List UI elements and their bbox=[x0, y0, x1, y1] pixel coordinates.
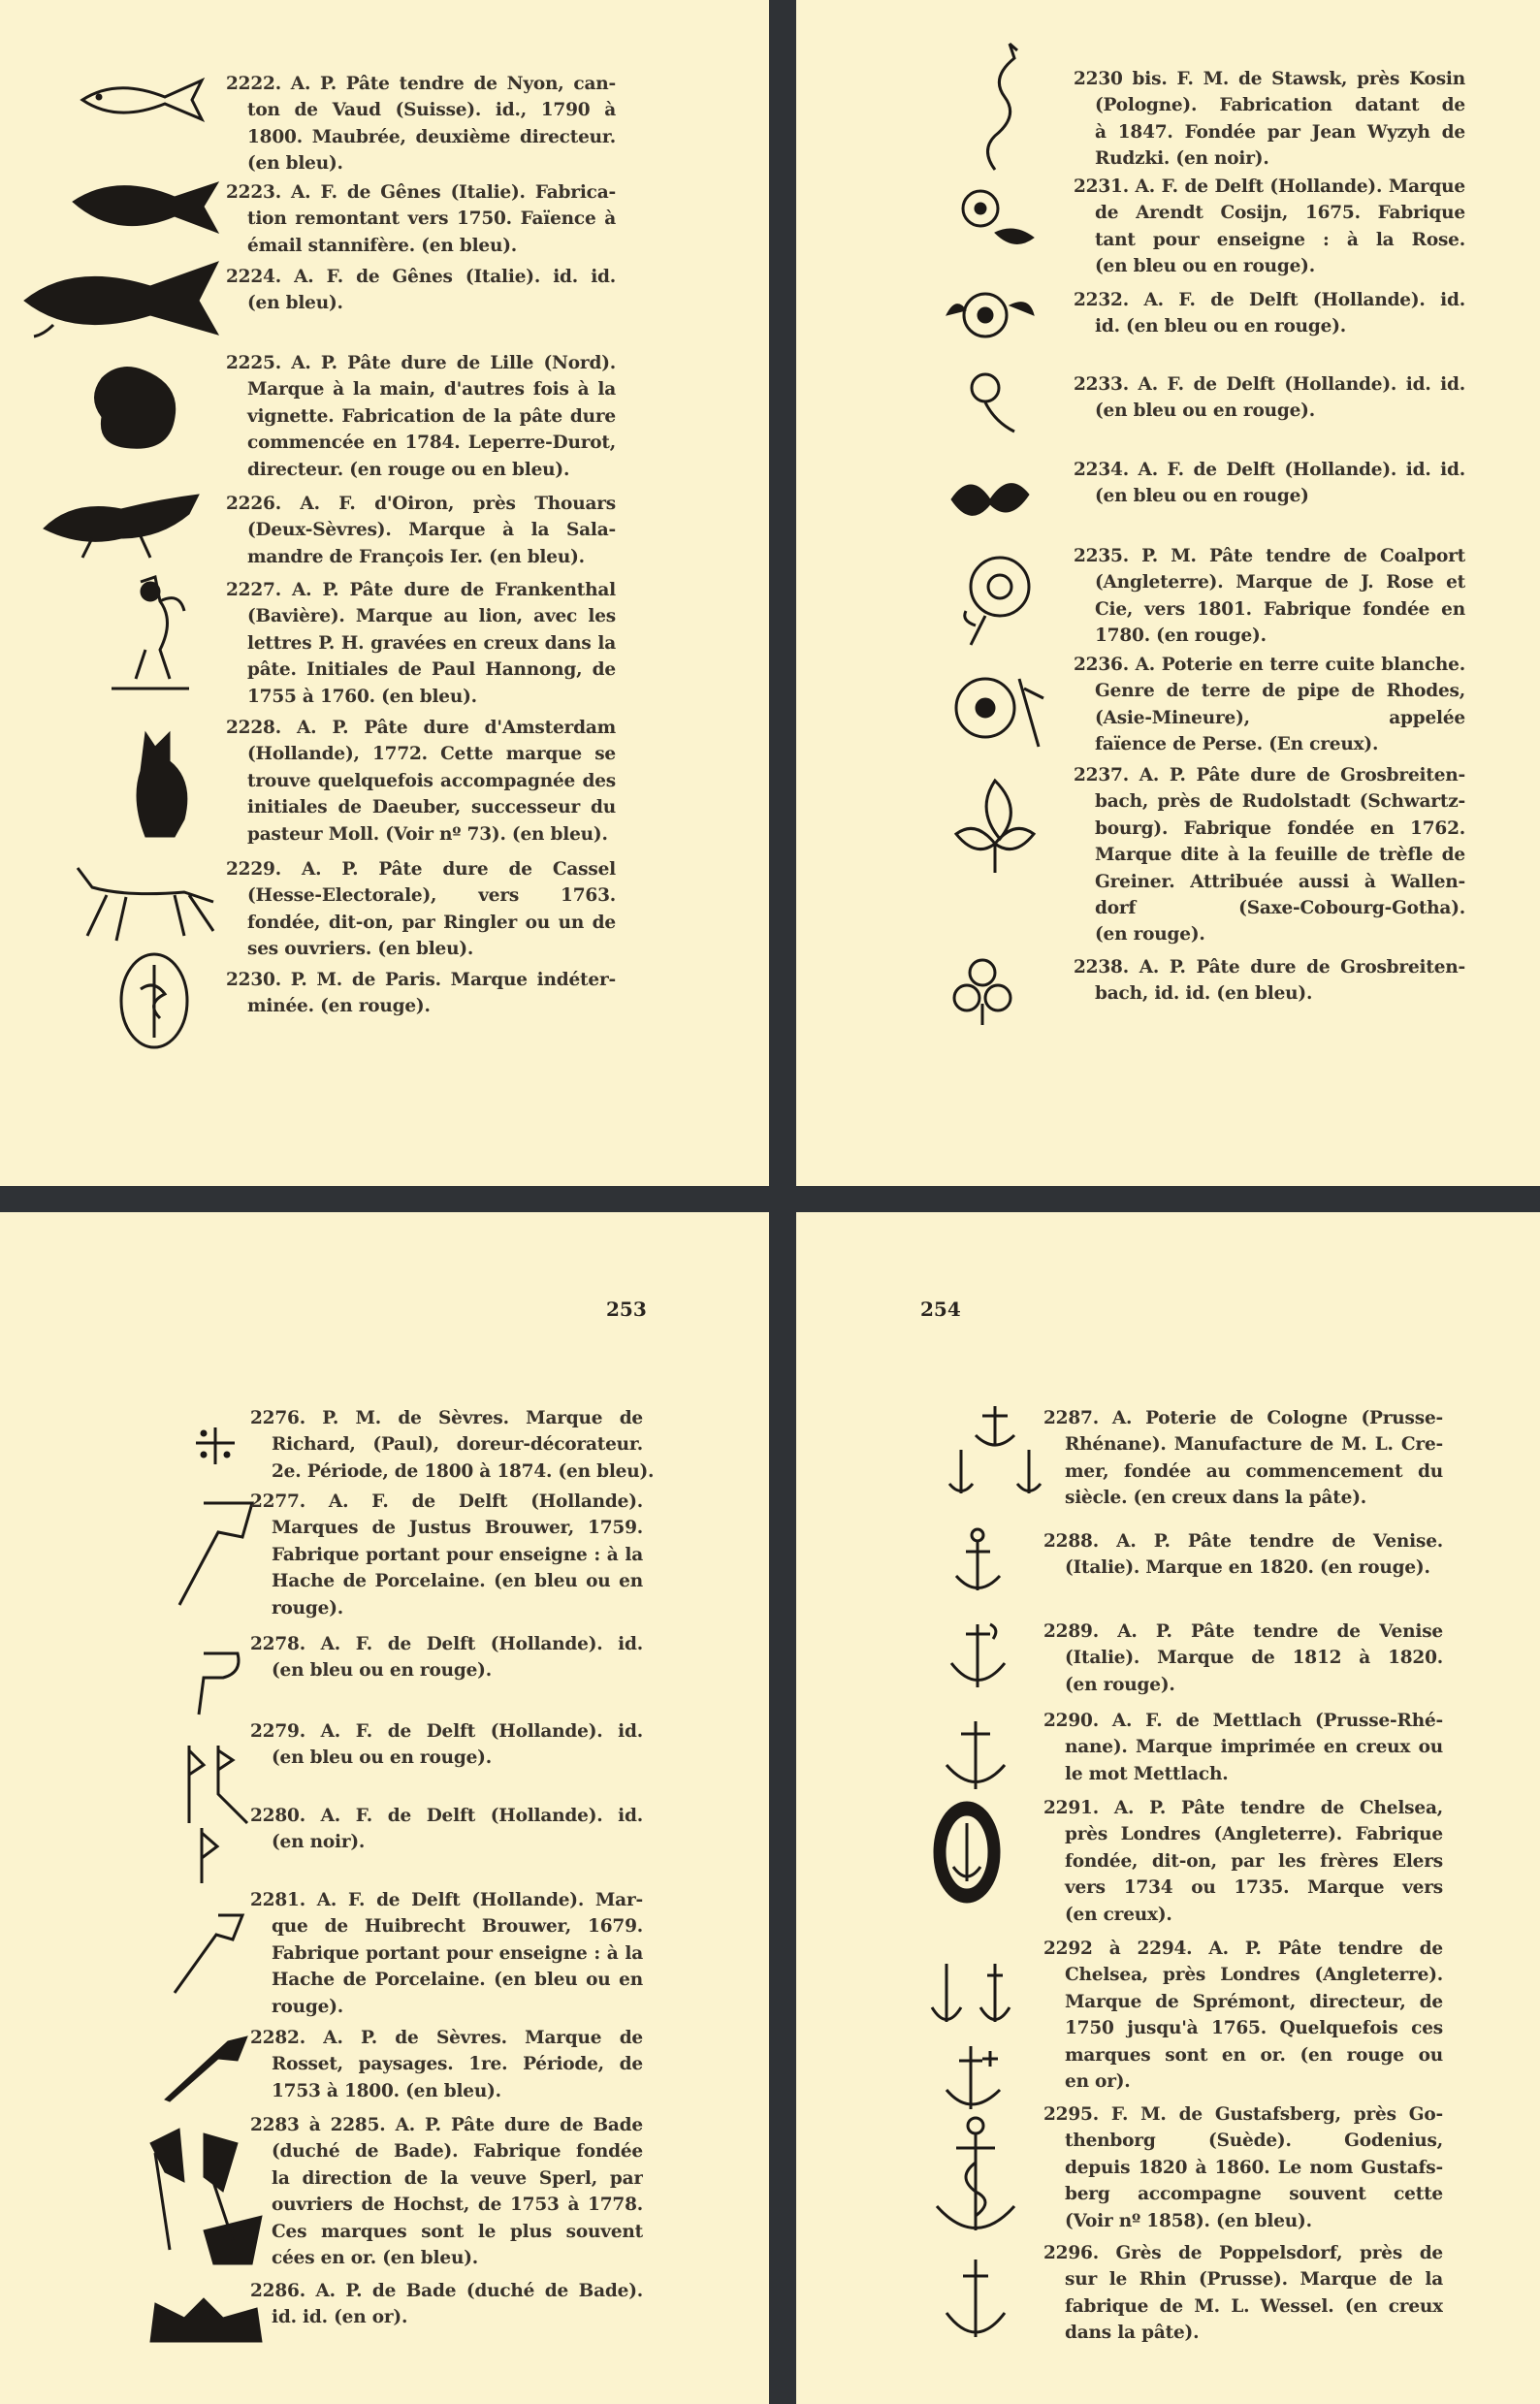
entry-text-line: le mot Mettlach. bbox=[1065, 1763, 1229, 1784]
entry-text-line: 1800. Maubrée, deuxième directeur. bbox=[247, 126, 616, 147]
catalog-entry-2236 bbox=[1074, 652, 1465, 758]
entry-text-line: vers 1734 ou 1735. Marque vers bbox=[1065, 1877, 1443, 1899]
entry-text-line: en or). bbox=[1065, 2070, 1131, 2092]
entry-text-line: près Londres (Angleterre). Fabrique bbox=[1065, 1824, 1443, 1845]
catalog-entry-2280 bbox=[250, 1803, 643, 1856]
fish-mark-icon bbox=[78, 73, 209, 126]
entry-text-line: de Arendt Cosijn, 1675. Fabrique bbox=[1095, 203, 1465, 224]
anchor-mark-icon bbox=[946, 1619, 1010, 1692]
rose-sprig-mark-icon bbox=[956, 364, 1034, 441]
catalog-entry-2290 bbox=[1043, 1708, 1443, 1787]
entry-text-line: minée. (en rouge). bbox=[247, 996, 431, 1017]
catalog-entry-2295 bbox=[1043, 2101, 1443, 2234]
entry-text-line: 2236. A. Poterie en terre cuite blanche. bbox=[1074, 655, 1465, 675]
catalog-entry-2278 bbox=[250, 1631, 643, 1684]
catalog-entry-2281 bbox=[250, 1887, 643, 2020]
entry-text-line: Rhénane). Manufacture de M. L. Cre- bbox=[1065, 1434, 1443, 1456]
oval-anchor-mark-icon bbox=[932, 1799, 1002, 1906]
entry-text-line: (en bleu ou en rouge). bbox=[272, 1747, 492, 1769]
entry-text-line: id. id. (en or). bbox=[272, 2307, 408, 2328]
entry-text-line: pâte. Initiales de Paul Hannong, de bbox=[247, 659, 616, 681]
catalog-entry-2288 bbox=[1043, 1528, 1443, 1582]
entry-text-line: directeur. (en rouge ou en bleu). bbox=[247, 459, 570, 480]
catalog-entry-2234 bbox=[1074, 457, 1465, 510]
entry-text-line: émail stannifère. (en bleu). bbox=[247, 235, 518, 256]
entry-text-line: bach, id. id. (en bleu). bbox=[1095, 983, 1313, 1005]
entry-text-line: (en rouge). bbox=[1095, 924, 1205, 946]
catalog-entry-2224 bbox=[226, 264, 616, 317]
catalog-entry-2286 bbox=[250, 2278, 643, 2331]
entry-text-line: fabrique de M. L. Wessel. (en creux bbox=[1065, 2295, 1443, 2317]
rampant-lion-mark-icon bbox=[102, 572, 194, 698]
entry-text-line: la direction de la veuve Sperl, par bbox=[272, 2167, 643, 2189]
catalog-entry-2231 bbox=[1074, 174, 1465, 280]
oval-monogram-mark-icon bbox=[116, 950, 192, 1052]
entry-text-line: ton de Vaud (Suisse). id., 1790 à bbox=[247, 100, 616, 121]
entry-text-line: 2229. A. P. Pâte dure de Cassel bbox=[226, 859, 616, 880]
entry-text-line: Richard, (Paul), doreur-décorateur. bbox=[272, 1434, 643, 1456]
entry-text-line: tion remontant vers 1750. Faïence à bbox=[247, 208, 616, 230]
bade-crown-mark-icon bbox=[145, 2293, 267, 2347]
entry-text-line: 2279. A. F. de Delft (Hollande). id. bbox=[250, 1721, 643, 1742]
entry-text-line: rouge). bbox=[272, 1996, 344, 2017]
entry-text-line: Rosset, paysages. 1re. Période, de bbox=[272, 2054, 643, 2075]
catalog-entry-2235 bbox=[1074, 543, 1465, 650]
entry-text-line: 2234. A. F. de Delft (Hollande). id. id. bbox=[1074, 460, 1465, 480]
large-fish-mark-icon bbox=[15, 257, 228, 339]
catalog-entry-2223 bbox=[226, 179, 616, 259]
entry-text-line: mandre de François Ier. (en bleu). bbox=[247, 546, 585, 567]
leaf-mark-icon bbox=[946, 771, 1043, 878]
entry-text-line: 2291. A. P. Pâte tendre de Chelsea, bbox=[1043, 1798, 1443, 1818]
catalog-entry-2289 bbox=[1043, 1619, 1443, 1698]
catalog-entry-2237 bbox=[1074, 762, 1465, 948]
entry-text-line: 1753 à 1800. (en bleu). bbox=[272, 2080, 501, 2101]
serpent-mark-icon bbox=[971, 39, 1024, 175]
axe-pair-mark-icon bbox=[179, 1736, 252, 1828]
entry-text-line: 2289. A. P. Pâte tendre de Venise bbox=[1043, 1621, 1443, 1642]
entry-text-line: Fabrique portant pour enseigne : à la bbox=[272, 1942, 643, 1964]
entry-text-line: trouve quelquefois accompagnée des bbox=[247, 770, 616, 791]
catalog-entry-2296 bbox=[1043, 2240, 1443, 2347]
entry-text-line: faïence de Perse. (En creux). bbox=[1095, 734, 1379, 755]
entry-text-line: Fabrique portant pour enseigne : à la bbox=[272, 1544, 643, 1565]
entry-text-line: 2232. A. F. de Delft (Hollande). id. bbox=[1074, 290, 1465, 310]
entry-text-line: fondée, dit-on, par les frères Elers bbox=[1065, 1850, 1443, 1872]
entry-text-line: 2e. Période, de 1800 à 1874. (en bleu). bbox=[272, 1460, 655, 1482]
entry-text-line: (en bleu ou en rouge). bbox=[1095, 256, 1315, 277]
entry-text-line: fondée, dit-on, par Ringler ou un de bbox=[247, 912, 616, 933]
entry-text-line: (Hesse-Electorale), vers 1763. bbox=[247, 885, 616, 907]
anchor-mark-icon bbox=[951, 1527, 1005, 1595]
catalog-entry-2282 bbox=[250, 2025, 643, 2104]
entry-text-line: Hache de Porcelaine. (en bleu ou en bbox=[272, 1970, 643, 1991]
entry-text-line: bourg). Fabrique fondée en 1762. bbox=[1095, 817, 1465, 839]
hatchet-mark-icon bbox=[160, 2032, 252, 2104]
entry-text-line: (en bleu). bbox=[247, 293, 343, 314]
page-253 bbox=[0, 1212, 769, 2404]
entry-text-line: (Italie). Marque en 1820. (en rouge). bbox=[1065, 1557, 1430, 1579]
entry-text-line: 2237. A. P. Pâte dure de Grosbreiten- bbox=[1074, 765, 1465, 785]
anchor-mark-icon bbox=[942, 1401, 1048, 1498]
entry-text-line: Genre de terre de pipe de Rhodes, bbox=[1095, 681, 1465, 702]
entry-text-line: 2226. A. F. d'Oiron, près Thouars bbox=[226, 494, 616, 514]
catalog-entry-2222 bbox=[226, 71, 616, 177]
gustafsberg-anchor-mark-icon bbox=[932, 2114, 1019, 2240]
catalog-entry-2227 bbox=[226, 577, 616, 710]
rose-mark-icon bbox=[946, 175, 1039, 262]
entry-text-line: thenborg (Suède). Godenius, bbox=[1065, 2131, 1443, 2152]
trefoil-mark-icon bbox=[951, 955, 1014, 1028]
entry-text-line: dans la pâte). bbox=[1065, 2323, 1200, 2344]
salamander-mark-icon bbox=[34, 480, 209, 562]
fish-mark-icon bbox=[68, 173, 223, 240]
entry-text-line: (en noir). bbox=[272, 1832, 366, 1853]
entry-text-line: Rudzki. (en noir). bbox=[1095, 148, 1269, 170]
entry-text-line: (en bleu ou en rouge). bbox=[272, 1660, 492, 1682]
entry-text-line: (en rouge). bbox=[1065, 1674, 1175, 1695]
entry-text-line: (Pologne). Fabrication datant de bbox=[1095, 95, 1465, 116]
entry-text-line: Marque de Sprémont, directeur, de bbox=[1065, 1991, 1443, 2012]
entry-text-line: 2223. A. F. de Gênes (Italie). Fabrica- bbox=[226, 182, 616, 203]
entry-text-line: 2276. P. M. de Sèvres. Marque de bbox=[250, 1408, 643, 1428]
entry-text-line: (Italie). Marque de 1812 à 1820. bbox=[1065, 1648, 1443, 1669]
entry-text-line: 2283 à 2285. A. P. Pâte dure de Bade bbox=[250, 2115, 643, 2135]
entry-text-line: que de Huibrecht Brouwer, 1679. bbox=[272, 1916, 643, 1938]
entry-text-line: 1750 jusqu'à 1765. Quelquefois ces bbox=[1065, 2018, 1443, 2039]
catalog-entry-2232 bbox=[1074, 287, 1465, 340]
entry-text-line: mer, fondée au commencement du bbox=[1065, 1460, 1443, 1482]
entry-text-line: lettres P. H. gravées en creux dans la bbox=[247, 632, 616, 654]
entry-text-line: depuis 1820 à 1860. Le nom Gustafs- bbox=[1065, 2157, 1443, 2178]
entry-text-line: 2225. A. P. Pâte dure de Lille (Nord). bbox=[226, 353, 616, 373]
catalog-entry-2287 bbox=[1043, 1405, 1443, 1512]
entry-text-line: siècle. (en creux dans la pâte). bbox=[1065, 1488, 1366, 1509]
entry-text-line: 2230 bis. F. M. de Stawsk, près Kosin bbox=[1074, 69, 1465, 89]
entry-text-line: (Voir nº 1858). (en bleu). bbox=[1065, 2210, 1312, 2231]
catalog-entry-2230 bbox=[226, 967, 616, 1020]
axe-mark-icon bbox=[165, 1498, 257, 1610]
entry-text-line: 2231. A. F. de Delft (Hollande). Marque bbox=[1074, 176, 1465, 197]
catalog-entry-2230-bis bbox=[1074, 66, 1465, 173]
catalog-entry-2277 bbox=[250, 1489, 643, 1621]
entry-text-line: sur le Rhin (Prusse). Marque de la bbox=[1065, 2269, 1443, 2291]
catalog-entry-2225 bbox=[226, 350, 616, 483]
anchor-mark-icon bbox=[942, 1716, 1010, 1794]
entry-text-line: (en bleu ou en rouge). bbox=[1095, 401, 1315, 422]
entry-text-line: ouvriers de Hochst, de 1753 à 1778. bbox=[272, 2195, 643, 2216]
entry-text-line: 2278. A. F. de Delft (Hollande). id. bbox=[250, 1634, 643, 1654]
entry-text-line: 2292 à 2294. A. P. Pâte tendre de bbox=[1043, 1939, 1443, 1959]
entry-text-line: 2296. Grès de Poppelsdorf, près de bbox=[1043, 2243, 1443, 2263]
anchor-mark-icon bbox=[942, 2041, 1010, 2114]
catalog-entry-2292-à-2294 bbox=[1043, 1936, 1443, 2095]
entry-text-line: (Deux-Sèvres). Marque à la Sala- bbox=[247, 520, 616, 541]
page-top-left bbox=[0, 0, 769, 1186]
catalog-entry-2238 bbox=[1074, 954, 1465, 1008]
entry-text-line: 2288. A. P. Pâte tendre de Venise. bbox=[1043, 1531, 1443, 1552]
entry-text-line: 2235. P. M. Pâte tendre de Coalport bbox=[1074, 546, 1465, 566]
anchor-mark-icon bbox=[942, 2255, 1010, 2342]
entry-text-line: 2233. A. F. de Delft (Hollande). id. id. bbox=[1074, 374, 1465, 395]
catalog-entry-2279 bbox=[250, 1718, 643, 1772]
entry-text-line: 2224. A. F. de Gênes (Italie). id. id. bbox=[226, 267, 616, 287]
entry-text-line: 2230. P. M. de Paris. Marque indéter- bbox=[226, 970, 616, 990]
catalog-entry-2229 bbox=[226, 856, 616, 963]
entry-text-line: 2281. A. F. de Delft (Hollande). Mar- bbox=[250, 1890, 643, 1910]
entry-text-line: (en bleu). bbox=[247, 153, 343, 175]
entry-text-line: (Angleterre). Marque de J. Rose et bbox=[1095, 572, 1465, 593]
entry-text-line: 2282. A. P. de Sèvres. Marque de bbox=[250, 2028, 643, 2048]
entry-text-line: berg accompagne souvent cette bbox=[1065, 2184, 1443, 2205]
catalog-entry-2283-à-2285 bbox=[250, 2112, 643, 2271]
catalog-entry-2226 bbox=[226, 491, 616, 570]
entry-text-line: bach, près de Rudolstadt (Schwartz- bbox=[1095, 791, 1465, 813]
axe-mark-icon bbox=[194, 1823, 223, 1886]
entry-text-line: 2295. F. M. de Gustafsberg, près Go- bbox=[1043, 2104, 1443, 2125]
entry-text-line: pasteur Moll. (Voir nº 73). (en bleu). bbox=[247, 823, 608, 845]
rose-mark-icon bbox=[942, 276, 1039, 359]
entry-text-line: Greiner. Attribuée aussi à Wallen- bbox=[1095, 871, 1465, 892]
page-number: 253 bbox=[606, 1298, 647, 1321]
entry-text-line: 2228. A. P. Pâte dure d'Amsterdam bbox=[226, 718, 616, 738]
entry-text-line: (Hollande), 1772. Cette marque se bbox=[247, 744, 616, 765]
entry-text-line: Hache de Porcelaine. (en bleu ou en bbox=[272, 1571, 643, 1592]
entry-text-line: 2227. A. P. Pâte dure de Frankenthal bbox=[226, 580, 616, 600]
catalog-entry-2228 bbox=[226, 715, 616, 848]
flower-mark-icon bbox=[956, 548, 1043, 650]
entry-text-line: Marque dite à la feuille de trèfle de bbox=[1095, 845, 1465, 866]
page-top-right bbox=[796, 0, 1540, 1186]
entry-text-line: (en creux). bbox=[1065, 1904, 1172, 1925]
entry-text-line: à 1847. Fondée par Jean Wyzyh de bbox=[1095, 121, 1465, 143]
entry-text-line: 2280. A. F. de Delft (Hollande). id. bbox=[250, 1806, 643, 1826]
cat-mark-icon bbox=[116, 722, 204, 839]
entry-text-line: tant pour enseigne : à la Rose. bbox=[1095, 229, 1465, 250]
entry-text-line: Cie, vers 1801. Fabrique fondée en bbox=[1095, 598, 1465, 620]
deer-mark-icon bbox=[68, 858, 223, 946]
axe-mark-icon bbox=[170, 1910, 247, 1998]
entry-text-line: (duché de Bade). Fabrique fondée bbox=[272, 2141, 643, 2163]
entry-text-line: Marque à la main, d'autres fois à la bbox=[247, 379, 616, 401]
entry-text-line: id. (en bleu ou en rouge). bbox=[1095, 316, 1347, 337]
creature-mark-icon bbox=[82, 359, 194, 456]
entry-text-line: ses ouvriers. (en bleu). bbox=[247, 939, 474, 960]
entry-text-line: 2238. A. P. Pâte dure de Grosbreiten- bbox=[1074, 957, 1465, 978]
entry-text-line: dorf (Saxe-Cobourg-Gotha). bbox=[1095, 897, 1465, 918]
entry-text-line: 1755 à 1760. (en bleu). bbox=[247, 686, 477, 707]
catalog-entry-2291 bbox=[1043, 1795, 1443, 1928]
entry-text-line: marques sont en or. (en rouge ou bbox=[1065, 2044, 1443, 2066]
entry-text-line: vignette. Fabrication de la pâte dure bbox=[247, 405, 616, 427]
entry-text-line: nane). Marque imprimée en creux ou bbox=[1065, 1737, 1443, 1758]
bade-flags-mark-icon bbox=[145, 2124, 267, 2269]
entry-text-line: 2287. A. Poterie de Cologne (Prusse- bbox=[1043, 1408, 1443, 1428]
flower-mark-icon bbox=[942, 659, 1048, 761]
entry-text-line: (en bleu ou en rouge) bbox=[1095, 486, 1309, 507]
entry-text-line: 2286. A. P. de Bade (duché de Bade). bbox=[250, 2281, 643, 2301]
leaf-sprig-mark-icon bbox=[942, 465, 1039, 533]
entry-text-line: 1780. (en rouge). bbox=[1095, 625, 1267, 647]
entry-text-line: 2290. A. F. de Mettlach (Prusse-Rhé- bbox=[1043, 1711, 1443, 1731]
entry-text-line: initiales de Daeuber, successeur du bbox=[247, 797, 616, 818]
entry-text-line: 2222. A. P. Pâte tendre de Nyon, can- bbox=[226, 74, 616, 94]
entry-text-line: cées en or. (en bleu). bbox=[272, 2247, 478, 2268]
entry-text-line: (Bavière). Marque au lion, avec les bbox=[247, 606, 616, 627]
page-254 bbox=[796, 1212, 1540, 2404]
entry-text-line: rouge). bbox=[272, 1597, 344, 1619]
entry-text-line: Marques de Justus Brouwer, 1759. bbox=[272, 1518, 643, 1539]
anchor-pair-mark-icon bbox=[922, 1954, 1019, 2032]
entry-text-line: Ces marques sont le plus souvent bbox=[272, 2221, 643, 2242]
catalog-entry-2276 bbox=[250, 1405, 655, 1485]
entry-text-line: (Asie-Mineure), appelée bbox=[1095, 707, 1465, 728]
axe-mark-icon bbox=[189, 1649, 247, 1718]
entry-text-line: commencée en 1784. Leperre-Durot, bbox=[247, 433, 616, 454]
sevres-cross-mark-icon bbox=[194, 1426, 238, 1466]
entry-text-line: 2277. A. F. de Delft (Hollande). bbox=[250, 1491, 643, 1512]
page-number: 254 bbox=[920, 1298, 961, 1321]
catalog-entry-2233 bbox=[1074, 371, 1465, 425]
entry-text-line: Chelsea, près Londres (Angleterre). bbox=[1065, 1965, 1443, 1986]
